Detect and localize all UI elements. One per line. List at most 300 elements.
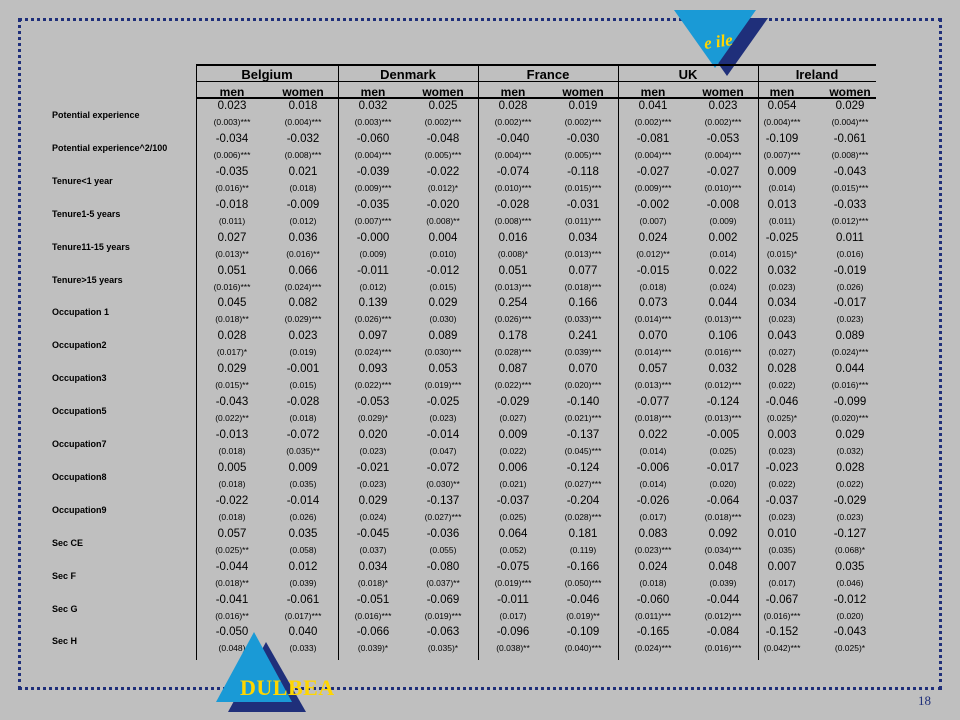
coefficient-cell: 0.044 <box>708 297 738 310</box>
coefficient-cell: 0.066 <box>288 264 318 277</box>
std-error-cell: (0.023) <box>836 314 864 325</box>
std-error-cell: (0.015)*** <box>831 182 869 193</box>
std-error-cell: (0.022)*** <box>354 380 392 391</box>
coefficient-cell: -0.046 <box>566 593 600 606</box>
std-error-cell: (0.009)*** <box>354 182 392 193</box>
coefficient-cell: -0.023 <box>765 461 799 474</box>
std-error-cell: (0.004)*** <box>284 117 322 127</box>
coefficient-cell: 0.006 <box>498 461 528 474</box>
std-error-cell: (0.037) <box>359 544 387 555</box>
coefficient-cell: 0.035 <box>288 527 318 540</box>
coefficient-cell: 0.089 <box>428 330 458 343</box>
sex-header: women <box>702 85 744 99</box>
coefficient-cell: 0.023 <box>217 100 247 112</box>
std-error-cell: (0.018) <box>218 446 246 456</box>
std-error-cell: (0.023) <box>768 314 796 325</box>
coefficient-cell: -0.006 <box>636 461 670 474</box>
coefficient-cell: 0.016 <box>498 231 528 244</box>
std-error-cell: (0.004)*** <box>354 149 392 160</box>
std-error-cell: (0.058) <box>289 544 317 555</box>
coefficient-cell: -0.060 <box>356 132 390 145</box>
std-error-cell: (0.017)* <box>216 347 248 358</box>
std-error-cell: (0.012)* <box>427 182 459 193</box>
coefficient-cell: -0.011 <box>357 264 389 277</box>
row-label: Tenure1-5 years <box>52 208 121 219</box>
coefficient-cell: -0.035 <box>215 165 249 178</box>
std-error-cell: (0.018) <box>639 577 667 588</box>
coefficient-cell: -0.044 <box>706 593 740 606</box>
coefficient-cell: 0.024 <box>638 560 668 573</box>
coefficient-cell: -0.021 <box>356 461 390 474</box>
std-error-cell: (0.052) <box>499 544 527 555</box>
std-error-cell: (0.018) <box>289 413 317 424</box>
std-error-cell: (0.004)*** <box>634 149 672 160</box>
sex-header: women <box>829 85 871 99</box>
std-error-cell: (0.013)*** <box>634 380 672 391</box>
coefficient-cell: -0.012 <box>426 264 460 277</box>
std-error-cell: (0.027)*** <box>564 478 602 489</box>
table-top-rule <box>196 64 876 66</box>
std-error-cell: (0.018) <box>639 281 667 292</box>
coefficient-cell: -0.022 <box>426 165 460 178</box>
std-error-cell: (0.004)*** <box>831 117 869 127</box>
std-error-cell: (0.050)*** <box>564 577 602 588</box>
std-error-cell: (0.029)*** <box>284 314 322 325</box>
std-error-cell: (0.034)*** <box>704 544 742 555</box>
coefficient-cell: 0.057 <box>217 527 247 540</box>
std-error-cell: (0.028)*** <box>494 347 532 358</box>
std-error-cell: (0.033)*** <box>564 314 602 325</box>
coefficient-cell: -0.005 <box>706 429 740 441</box>
sex-header: men <box>500 85 526 99</box>
coefficient-cell: -0.000 <box>356 231 390 244</box>
std-error-cell: (0.002)*** <box>494 117 532 127</box>
coefficient-cell: -0.029 <box>833 494 867 507</box>
coefficient-cell: 0.089 <box>835 330 865 343</box>
coefficient-cell: -0.013 <box>215 429 249 441</box>
sex-header: men <box>640 85 666 99</box>
coefficient-cell: -0.008 <box>706 198 740 211</box>
std-error-cell: (0.030)*** <box>424 347 462 358</box>
std-error-cell: (0.037)** <box>426 577 460 588</box>
std-error-cell: (0.009)*** <box>634 182 672 193</box>
coefficient-cell: -0.014 <box>286 494 320 507</box>
std-error-cell: (0.019)*** <box>424 380 462 391</box>
country-header: Ireland <box>795 67 839 82</box>
coefficient-cell: -0.152 <box>765 626 799 639</box>
std-error-cell: (0.007) <box>639 215 667 226</box>
std-error-cell: (0.012)** <box>636 248 670 259</box>
row-label: Sec H <box>52 636 78 647</box>
coefficient-cell: -0.124 <box>566 461 600 474</box>
std-error-cell: (0.018)*** <box>634 413 672 424</box>
coefficient-cell: -0.035 <box>356 198 390 211</box>
coefficient-cell: -0.045 <box>356 527 390 540</box>
std-error-cell: (0.004)*** <box>763 117 801 127</box>
std-error-cell: (0.035) <box>768 544 796 555</box>
std-error-cell: (0.012)*** <box>704 380 742 391</box>
coefficient-cell: -0.034 <box>215 132 249 145</box>
coefficient-cell: 0.106 <box>708 330 738 343</box>
coefficient-cell: 0.005 <box>217 461 247 474</box>
coefficient-cell: -0.084 <box>706 626 740 639</box>
std-error-cell: (0.016)*** <box>763 610 801 621</box>
std-error-cell: (0.020)*** <box>564 380 602 391</box>
std-error-cell: (0.026)*** <box>494 314 532 325</box>
std-error-cell: (0.020)*** <box>831 413 869 424</box>
coefficient-cell: 0.064 <box>498 527 528 540</box>
coefficient-cell: -0.032 <box>286 132 320 145</box>
coefficient-cell: 0.034 <box>568 231 598 244</box>
coefficient-cell: 0.023 <box>288 330 318 343</box>
coefficient-cell: -0.077 <box>636 396 670 409</box>
std-error-cell: (0.008)*** <box>494 215 532 226</box>
std-error-cell: (0.027)*** <box>424 511 462 522</box>
std-error-cell: (0.047) <box>429 446 457 456</box>
std-error-cell: (0.038)** <box>496 643 530 654</box>
coefficient-cell: -0.017 <box>833 297 867 310</box>
coefficient-cell: 0.054 <box>767 100 797 112</box>
coefficient-cell: 0.082 <box>288 297 318 310</box>
std-error-cell: (0.030)** <box>426 478 460 489</box>
coefficient-cell: -0.044 <box>215 560 249 573</box>
coefficient-cell: -0.063 <box>426 626 460 639</box>
coefficient-cell: 0.057 <box>638 363 668 376</box>
coefficient-cell: -0.067 <box>765 593 799 606</box>
std-error-cell: (0.045)*** <box>564 446 602 456</box>
std-error-cell: (0.022)** <box>215 413 249 424</box>
std-error-cell: (0.017) <box>768 577 796 588</box>
coefficient-cell: 0.166 <box>568 297 598 310</box>
std-error-cell: (0.016) <box>836 248 864 259</box>
coefficient-cell: 0.028 <box>835 461 865 474</box>
coefficient-cell: -0.014 <box>426 429 460 441</box>
coefficient-cell: 0.048 <box>708 560 738 573</box>
std-error-cell: (0.016)*** <box>354 610 392 621</box>
coefficient-cell: -0.140 <box>566 396 600 409</box>
std-error-cell: (0.026) <box>836 281 864 292</box>
coefficient-cell: 0.029 <box>428 297 458 310</box>
coefficient-cell: 0.053 <box>428 363 458 376</box>
std-error-cell: (0.023) <box>359 478 387 489</box>
sex-header: women <box>422 85 464 99</box>
coefficient-cell: -0.028 <box>496 198 530 211</box>
std-error-cell: (0.015)* <box>766 248 798 259</box>
std-error-cell: (0.016)*** <box>213 281 251 292</box>
std-error-cell: (0.024) <box>359 511 387 522</box>
std-error-cell: (0.011) <box>218 215 246 226</box>
std-error-cell: (0.013)*** <box>704 413 742 424</box>
std-error-cell: (0.021)*** <box>564 413 602 424</box>
coefficient-cell: 0.019 <box>568 100 598 112</box>
country-header: UK <box>678 67 698 82</box>
coefficient-cell: -0.037 <box>765 494 799 507</box>
std-error-cell: (0.039) <box>709 577 737 588</box>
std-error-cell: (0.004)*** <box>494 149 532 160</box>
std-error-cell: (0.020) <box>836 610 864 621</box>
std-error-cell: (0.009) <box>359 248 387 259</box>
std-error-cell: (0.040)*** <box>564 643 602 654</box>
coefficient-cell: 0.041 <box>638 100 668 112</box>
std-error-cell: (0.025) <box>499 511 527 522</box>
std-error-cell: (0.027) <box>768 347 796 358</box>
std-error-cell: (0.028)*** <box>564 511 602 522</box>
coefficient-cell: 0.040 <box>288 626 318 639</box>
coefficient-cell: -0.015 <box>636 264 670 277</box>
coefficient-cell: 0.051 <box>217 264 247 277</box>
coefficient-cell: -0.036 <box>426 527 460 540</box>
row-label: Tenure11-15 years <box>52 241 130 252</box>
std-error-cell: (0.014) <box>639 446 667 456</box>
std-error-cell: (0.019) <box>289 347 317 358</box>
row-label: Occupation2 <box>52 340 107 351</box>
std-error-cell: (0.024) <box>709 281 737 292</box>
coefficient-cell: -0.009 <box>286 198 320 211</box>
coefficient-cell: -0.204 <box>566 494 600 507</box>
coefficient-cell: 0.070 <box>638 330 668 343</box>
std-error-cell: (0.022) <box>768 478 796 489</box>
coefficient-cell: -0.025 <box>765 231 799 244</box>
std-error-cell: (0.016)*** <box>831 380 869 391</box>
coefficient-cell: 0.032 <box>358 100 388 112</box>
row-label: Potential experience^2/100 <box>52 142 168 153</box>
country-header: Belgium <box>241 67 293 82</box>
std-error-cell: (0.016)*** <box>704 347 742 358</box>
std-error-cell: (0.013)*** <box>494 281 532 292</box>
std-error-cell: (0.016)*** <box>704 643 742 654</box>
std-error-cell: (0.006)*** <box>213 149 251 160</box>
std-error-cell: (0.023) <box>836 511 864 522</box>
std-error-cell: (0.119) <box>569 544 597 555</box>
country-header: France <box>526 67 570 82</box>
coefficient-cell: -0.018 <box>215 198 249 211</box>
coefficient-cell: 0.029 <box>835 429 865 441</box>
std-error-cell: (0.003)*** <box>213 117 251 127</box>
coefficient-cell: 0.013 <box>767 198 797 211</box>
std-error-cell: (0.030) <box>429 314 457 325</box>
std-error-cell: (0.008)*** <box>831 149 869 160</box>
std-error-cell: (0.014) <box>639 478 667 489</box>
std-error-cell: (0.023) <box>768 281 796 292</box>
coefficient-cell: -0.043 <box>215 396 249 409</box>
coefficient-cell: 0.093 <box>358 363 388 376</box>
logo-text: e ile <box>702 30 734 53</box>
std-error-cell: (0.018)*** <box>564 281 602 292</box>
std-error-cell: (0.018)* <box>357 577 389 588</box>
coefficient-cell: 0.029 <box>835 100 865 112</box>
std-error-cell: (0.002)*** <box>564 117 602 127</box>
coefficient-cell: 0.028 <box>498 100 528 112</box>
std-error-cell: (0.011)*** <box>564 215 602 226</box>
std-error-cell: (0.019)*** <box>424 610 462 621</box>
coefficient-cell: 0.020 <box>358 429 388 441</box>
row-label: Occupation9 <box>52 504 107 515</box>
std-error-cell: (0.023)*** <box>634 544 672 555</box>
std-error-cell: (0.019)*** <box>494 577 532 588</box>
std-error-cell: (0.039)*** <box>564 347 602 358</box>
std-error-cell: (0.016)** <box>215 610 249 621</box>
coefficient-cell: 0.077 <box>568 264 598 277</box>
std-error-cell: (0.039) <box>289 577 317 588</box>
coefficient-cell: 0.028 <box>767 363 797 376</box>
coefficient-cell: -0.165 <box>636 626 670 639</box>
row-label: Tenure>15 years <box>52 274 123 285</box>
coefficient-cell: -0.118 <box>567 165 599 178</box>
std-error-cell: (0.002)*** <box>634 117 672 127</box>
coefficient-cell: -0.011 <box>497 593 529 606</box>
std-error-cell: (0.011)*** <box>634 610 672 621</box>
row-label: Occupation7 <box>52 439 107 449</box>
std-error-cell: (0.012)*** <box>704 610 742 621</box>
std-error-cell: (0.025)** <box>215 544 249 555</box>
coefficient-cell: 0.087 <box>498 363 528 376</box>
coefficient-cell: -0.046 <box>765 396 799 409</box>
std-error-cell: (0.008)** <box>426 215 460 226</box>
coefficient-cell: -0.137 <box>426 494 460 507</box>
std-error-cell: (0.009) <box>709 215 737 226</box>
coefficient-cell: 0.024 <box>638 231 668 244</box>
coefficient-cell: 0.025 <box>428 100 458 112</box>
coefficient-cell: -0.053 <box>706 132 740 145</box>
std-error-cell: (0.023) <box>359 446 387 456</box>
coefficient-cell: -0.051 <box>356 593 390 606</box>
std-error-cell: (0.016)** <box>215 182 249 193</box>
std-error-cell: (0.035) <box>289 478 317 489</box>
coefficient-cell: 0.029 <box>358 494 388 507</box>
coefficient-cell: 0.254 <box>498 297 528 310</box>
page-number: 18 <box>918 693 931 708</box>
coefficient-cell: -0.025 <box>426 396 460 409</box>
std-error-cell: (0.005)*** <box>564 149 602 160</box>
sex-header: women <box>562 85 604 99</box>
std-error-cell: (0.055) <box>429 544 457 555</box>
coefficient-cell: 0.010 <box>767 527 797 540</box>
std-error-cell: (0.027) <box>499 413 527 424</box>
coefficient-cell: 0.002 <box>708 231 738 244</box>
std-error-cell: (0.026) <box>289 511 317 522</box>
coefficient-cell: -0.020 <box>426 198 460 211</box>
std-error-cell: (0.015) <box>429 281 457 292</box>
coefficient-cell: -0.002 <box>636 198 670 211</box>
coefficient-cell: -0.041 <box>215 593 249 606</box>
row-label: Occupation8 <box>52 471 107 482</box>
row-label: Sec G <box>52 603 78 614</box>
std-error-cell: (0.023) <box>768 511 796 522</box>
std-error-cell: (0.046) <box>836 577 864 588</box>
coefficient-cell: -0.166 <box>566 560 600 573</box>
coefficient-cell: -0.081 <box>636 132 670 145</box>
coefficient-cell: -0.022 <box>215 494 249 507</box>
coefficient-cell: -0.053 <box>356 396 390 409</box>
std-error-cell: (0.005)*** <box>424 149 462 160</box>
coefficient-cell: 0.022 <box>708 264 738 277</box>
coefficient-cell: 0.241 <box>568 330 598 343</box>
row-label: Sec CE <box>52 537 84 548</box>
std-error-cell: (0.010)*** <box>704 182 742 193</box>
coefficient-cell: -0.043 <box>833 626 867 639</box>
std-error-cell: (0.025) <box>709 446 737 456</box>
std-error-cell: (0.017) <box>499 610 527 621</box>
coefficient-cell: 0.007 <box>767 560 797 573</box>
coefficient-cell: 0.178 <box>498 330 528 343</box>
std-error-cell: (0.013)*** <box>564 248 602 259</box>
std-error-cell: (0.018)** <box>215 577 249 588</box>
row-label: Occupation5 <box>52 406 107 417</box>
std-error-cell: (0.017)*** <box>284 610 322 621</box>
coefficient-cell: -0.074 <box>496 165 530 178</box>
std-error-cell: (0.008)* <box>497 248 529 259</box>
coefficient-cell: -0.037 <box>496 494 530 507</box>
sex-header: men <box>219 85 245 99</box>
row-label: Occupation 1 <box>52 307 110 318</box>
coefficient-cell: 0.070 <box>568 363 598 376</box>
coefficient-cell: 0.027 <box>217 231 247 244</box>
sex-header: men <box>360 85 386 99</box>
coefficient-cell: 0.009 <box>767 165 797 178</box>
std-error-cell: (0.020) <box>709 478 737 489</box>
footer-triangles <box>212 632 312 714</box>
std-error-cell: (0.015)*** <box>564 182 602 193</box>
std-error-cell: (0.035)* <box>427 643 459 654</box>
coefficient-cell: 0.092 <box>708 527 738 540</box>
coefficient-cell: 0.032 <box>767 264 797 277</box>
coefficient-cell: -0.043 <box>833 165 867 178</box>
coefficient-cell: -0.012 <box>833 593 867 606</box>
coefficient-cell: -0.109 <box>765 132 799 145</box>
std-error-cell: (0.032) <box>836 446 864 456</box>
coefficient-cell: -0.064 <box>706 494 740 507</box>
coefficient-cell: 0.043 <box>767 330 797 343</box>
coefficient-cell: 0.009 <box>498 429 528 441</box>
std-error-cell: (0.018)*** <box>704 511 742 522</box>
std-error-cell: (0.024)*** <box>831 347 869 358</box>
std-error-cell: (0.035)** <box>286 446 320 456</box>
coefficient-cell: -0.026 <box>636 494 670 507</box>
coefficient-cell: -0.040 <box>496 132 530 145</box>
std-error-cell: (0.023) <box>429 413 457 424</box>
std-error-cell: (0.021) <box>499 478 527 489</box>
std-error-cell: (0.002)*** <box>424 117 462 127</box>
coefficient-cell: -0.061 <box>286 593 320 606</box>
coefficient-cell: 0.022 <box>638 429 668 441</box>
coefficient-cell: -0.039 <box>356 165 390 178</box>
coefficient-cell: -0.031 <box>566 198 600 211</box>
coefficient-cell: -0.028 <box>286 396 320 409</box>
coefficient-cell: -0.072 <box>426 461 460 474</box>
std-error-cell: (0.013)** <box>215 248 249 259</box>
row-label: Occupation3 <box>52 373 107 384</box>
std-error-cell: (0.033) <box>289 643 317 654</box>
std-error-cell: (0.019)** <box>566 610 600 621</box>
coefficient-cell: 0.044 <box>835 363 865 376</box>
coefficient-cell: -0.109 <box>566 626 600 639</box>
coefficient-cell: -0.075 <box>496 560 530 573</box>
coefficient-cell: 0.051 <box>498 264 528 277</box>
coefficient-cell: -0.124 <box>706 396 740 409</box>
std-error-cell: (0.013)*** <box>704 314 742 325</box>
std-error-cell: (0.022) <box>499 446 527 456</box>
std-error-cell: (0.024)*** <box>354 347 392 358</box>
coefficient-cell: -0.127 <box>833 527 867 540</box>
coefficient-cell: -0.061 <box>833 132 867 145</box>
coefficient-cell: -0.050 <box>215 626 249 639</box>
coefficient-cell: -0.099 <box>833 396 867 409</box>
coefficient-cell: -0.017 <box>706 461 740 474</box>
std-error-cell: (0.003)*** <box>354 117 392 127</box>
std-error-cell: (0.017) <box>639 511 667 522</box>
row-label: Tenure<1 year <box>52 175 113 186</box>
std-error-cell: (0.007)*** <box>763 149 801 160</box>
